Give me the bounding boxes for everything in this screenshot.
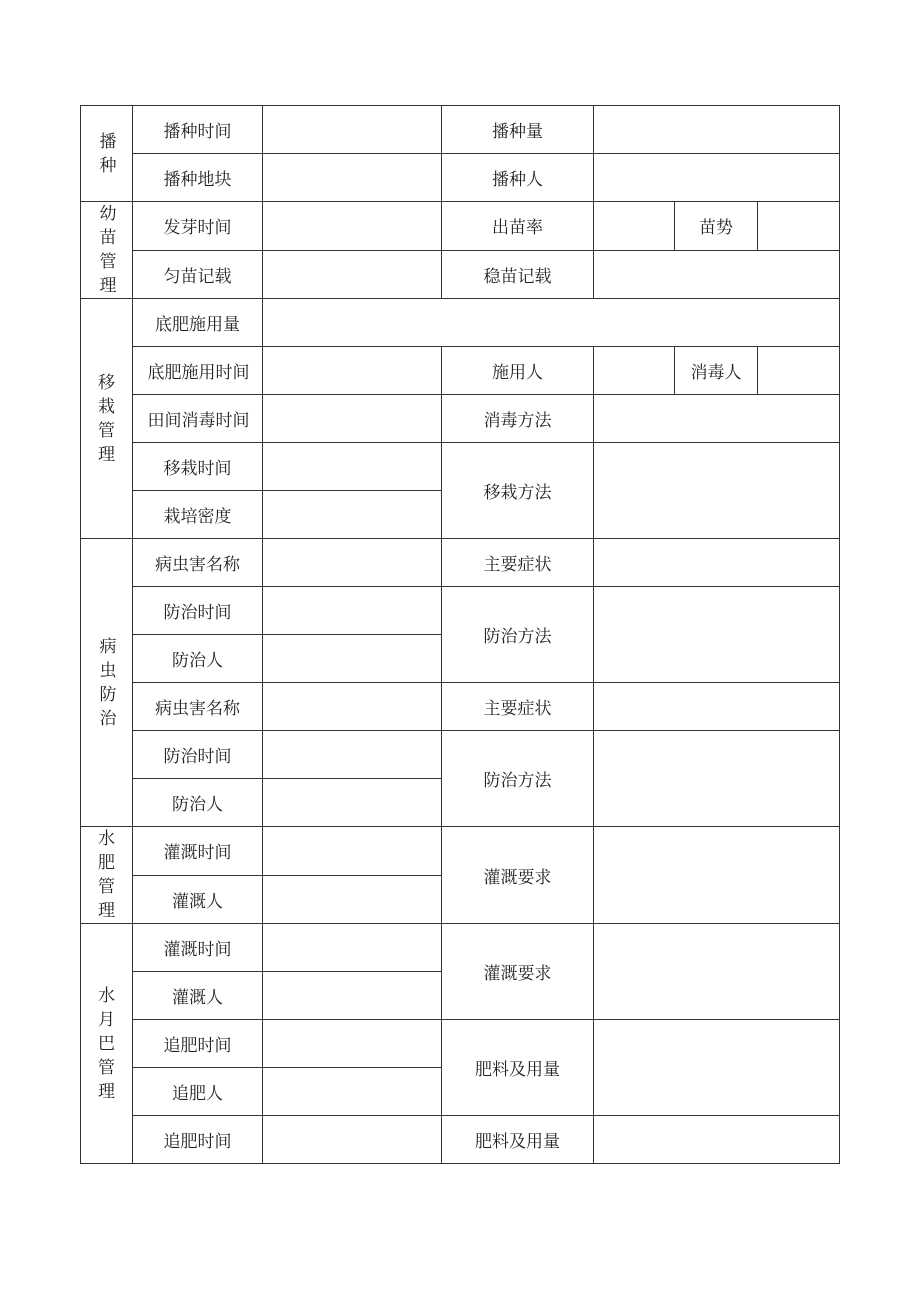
- symptoms-1-field[interactable]: [594, 539, 840, 587]
- disinfect-method-field[interactable]: [594, 395, 840, 443]
- fert-amount-2-field[interactable]: [594, 1116, 840, 1164]
- label-disinfector: 消毒人: [675, 347, 758, 395]
- section-water-fert-2: 水月巴管理: [81, 924, 133, 1164]
- table-row: [81, 924, 840, 972]
- label-disinfect-method: 消毒方法: [442, 395, 594, 443]
- label-stable-record: 稳苗记载: [442, 250, 594, 299]
- label-topdress-time-1: 追肥时间: [133, 1020, 263, 1068]
- table-row: [81, 299, 840, 347]
- sowing-plot-field[interactable]: [263, 154, 442, 202]
- section-transplant: 移栽管理: [81, 299, 133, 539]
- section-seedling: 幼苗管理: [81, 202, 133, 299]
- even-record-field[interactable]: [263, 250, 442, 299]
- label-transplant-time: 移栽时间: [133, 443, 263, 491]
- label-base-fert-time: 底肥施用时间: [133, 347, 263, 395]
- table-row: [81, 250, 840, 299]
- table-row: [81, 587, 840, 635]
- stable-record-field[interactable]: [594, 250, 840, 299]
- sower-field[interactable]: [594, 154, 840, 202]
- label-germ-time: 发芽时间: [133, 202, 263, 251]
- applier-field[interactable]: [594, 347, 675, 395]
- label-base-fert-amount: 底肥施用量: [133, 299, 263, 347]
- label-sowing-amount: 播种量: [442, 106, 594, 154]
- control-method-1-field[interactable]: [594, 587, 840, 683]
- table-row: [81, 347, 840, 395]
- label-controller-1: 防治人: [133, 635, 263, 683]
- label-symptoms-2: 主要症状: [442, 683, 594, 731]
- base-fert-amount-field[interactable]: [263, 299, 840, 347]
- disinfector-field[interactable]: [758, 347, 840, 395]
- label-applier: 施用人: [442, 347, 594, 395]
- label-control-time-1: 防治时间: [133, 587, 263, 635]
- topdress-time-1-field[interactable]: [263, 1020, 442, 1068]
- farming-record-form: [80, 105, 840, 1164]
- label-fert-amount-2: 肥料及用量: [442, 1116, 594, 1164]
- label-sowing-time: 播种时间: [133, 106, 263, 154]
- irrig-time-2-field[interactable]: [263, 924, 442, 972]
- label-irrig-req-1: 灌溉要求: [442, 827, 594, 924]
- table-row: [81, 1020, 840, 1068]
- section-water-fert: 水肥管理: [81, 827, 133, 924]
- symptoms-2-field[interactable]: [594, 683, 840, 731]
- irrigator-1-field[interactable]: [263, 875, 442, 924]
- controller-1-field[interactable]: [263, 635, 442, 683]
- label-symptoms-1: 主要症状: [442, 539, 594, 587]
- irrig-req-2-field[interactable]: [594, 924, 840, 1020]
- label-field-disinfect-time: 田间消毒时间: [133, 395, 263, 443]
- pest-name-1-field[interactable]: [263, 539, 442, 587]
- sowing-amount-field[interactable]: [594, 106, 840, 154]
- field-disinfect-time-field[interactable]: [263, 395, 442, 443]
- table-row: [81, 443, 840, 491]
- table-row: [81, 106, 840, 154]
- sowing-time-field[interactable]: [263, 106, 442, 154]
- transplant-method-field[interactable]: [594, 443, 840, 539]
- label-sowing-plot: 播种地块: [133, 154, 263, 202]
- label-even-record: 匀苗记载: [133, 250, 263, 299]
- germ-time-field[interactable]: [263, 202, 442, 251]
- pest-name-2-field[interactable]: [263, 683, 442, 731]
- seedling-vigor-field[interactable]: [758, 202, 840, 251]
- label-plant-density: 栽培密度: [133, 491, 263, 539]
- plant-density-field[interactable]: [263, 491, 442, 539]
- label-irrig-req-2: 灌溉要求: [442, 924, 594, 1020]
- label-irrig-time-2: 灌溉时间: [133, 924, 263, 972]
- label-pest-name-1: 病虫害名称: [133, 539, 263, 587]
- topdresser-field[interactable]: [263, 1068, 442, 1116]
- label-topdress-time-2: 追肥时间: [133, 1116, 263, 1164]
- table-row: [81, 683, 840, 731]
- table-row: [81, 154, 840, 202]
- label-topdresser: 追肥人: [133, 1068, 263, 1116]
- controller-2-field[interactable]: [263, 779, 442, 827]
- control-time-1-field[interactable]: [263, 587, 442, 635]
- label-control-time-2: 防治时间: [133, 731, 263, 779]
- topdress-time-2-field[interactable]: [263, 1116, 442, 1164]
- section-pest: 病虫防治: [81, 539, 133, 827]
- control-time-2-field[interactable]: [263, 731, 442, 779]
- table-row: [81, 731, 840, 779]
- irrigator-2-field[interactable]: [263, 972, 442, 1020]
- fert-amount-1-field[interactable]: [594, 1020, 840, 1116]
- control-method-2-field[interactable]: [594, 731, 840, 827]
- label-seedling-vigor: 苗势: [675, 202, 758, 251]
- transplant-time-field[interactable]: [263, 443, 442, 491]
- table-row: [81, 202, 840, 251]
- label-irrig-time-1: 灌溉时间: [133, 827, 263, 876]
- label-controller-2: 防治人: [133, 779, 263, 827]
- table-row: [81, 539, 840, 587]
- base-fert-time-field[interactable]: [263, 347, 442, 395]
- label-sower: 播种人: [442, 154, 594, 202]
- label-irrigator-2: 灌溉人: [133, 972, 263, 1020]
- label-pest-name-2: 病虫害名称: [133, 683, 263, 731]
- label-fert-amount-1: 肥料及用量: [442, 1020, 594, 1116]
- irrig-req-1-field[interactable]: [594, 827, 840, 924]
- label-transplant-method: 移栽方法: [442, 443, 594, 539]
- label-irrigator-1: 灌溉人: [133, 875, 263, 924]
- irrig-time-1-field[interactable]: [263, 827, 442, 876]
- section-sowing: 播种: [81, 106, 133, 202]
- table-row: [81, 827, 840, 876]
- label-emergence-rate: 出苗率: [442, 202, 594, 251]
- table-row: [81, 395, 840, 443]
- label-control-method-2: 防治方法: [442, 731, 594, 827]
- table-row: [81, 1116, 840, 1164]
- emergence-rate-field[interactable]: [594, 202, 675, 251]
- label-control-method-1: 防治方法: [442, 587, 594, 683]
